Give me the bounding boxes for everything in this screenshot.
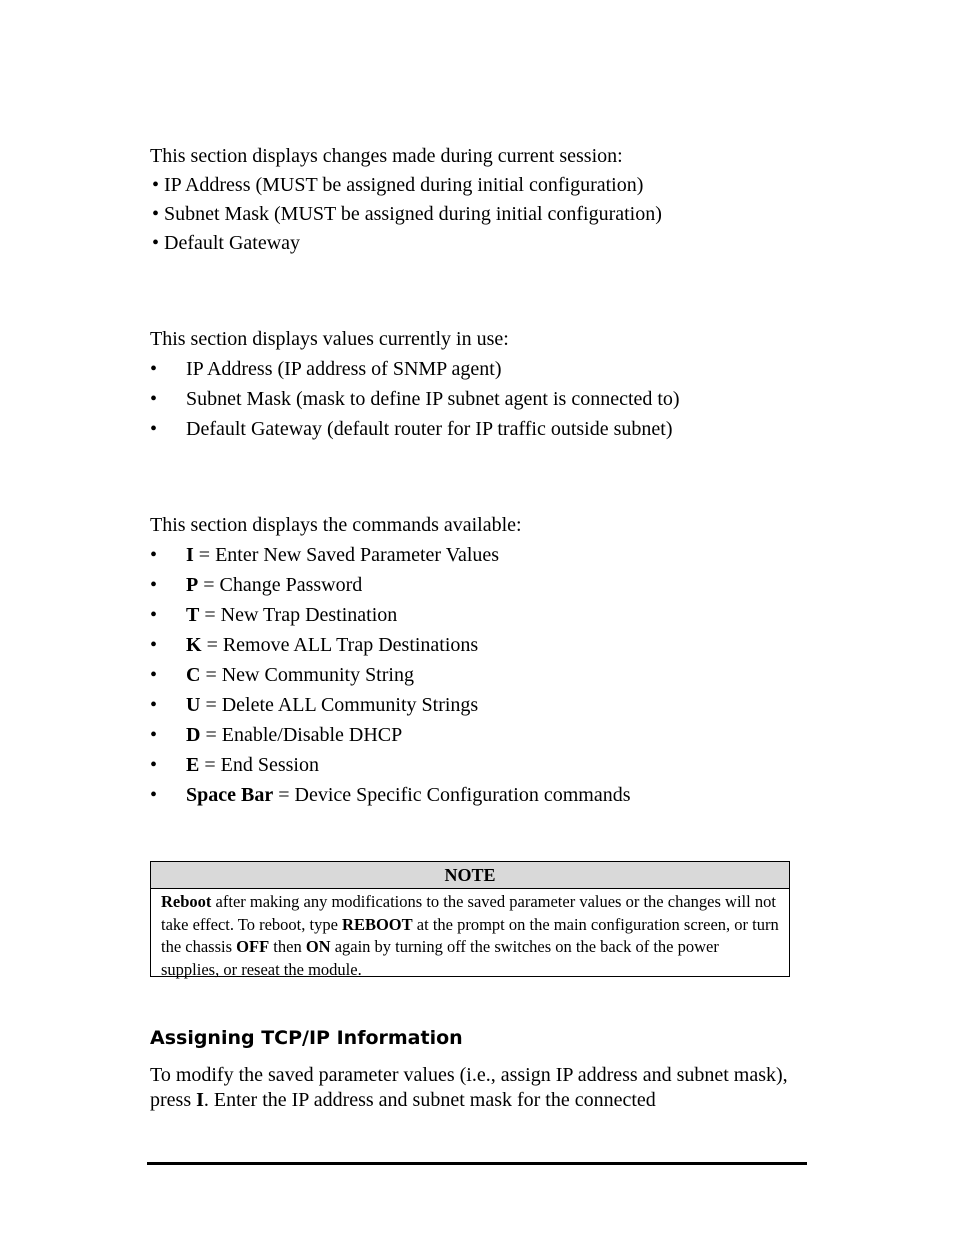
bullet-icon: •	[150, 358, 158, 380]
command-item	[150, 573, 631, 603]
bullet-icon: •	[150, 418, 158, 440]
command-key: K	[186, 634, 202, 656]
command-desc: = End Session	[199, 754, 319, 776]
current-values-list	[150, 357, 680, 447]
command-desc: = New Trap Destination	[199, 604, 398, 626]
bullet-icon: •	[150, 574, 158, 596]
command-key: I	[186, 544, 194, 566]
paragraph-text: To modify the saved parameter values (i.e., assign IP address and subnet mask), press	[150, 1064, 788, 1111]
command-item	[150, 783, 631, 813]
command-desc: = Device Specific Configuration commands	[273, 784, 631, 806]
current-session-list	[152, 173, 662, 260]
list-item: • Subnet Mask (MUST be assigned during initial configuration)	[152, 203, 662, 225]
note-title: NOTE	[151, 862, 789, 889]
command-item	[150, 663, 631, 693]
bullet-icon: •	[150, 544, 158, 566]
command-item	[150, 693, 631, 723]
command-item	[150, 633, 631, 663]
current-session-intro: This section displays changes made during current session:	[150, 145, 623, 167]
list-item-text: Default Gateway (default router for IP traffic outside subnet)	[186, 418, 673, 440]
list-item	[150, 357, 680, 387]
note-on-bold: ON	[305, 937, 331, 956]
command-key: C	[186, 664, 201, 686]
command-key: Space Bar	[186, 784, 274, 806]
note-box	[150, 861, 790, 977]
list-item-text: Subnet Mask (mask to define IP subnet agent is connected to)	[186, 388, 680, 410]
command-key: D	[186, 724, 201, 746]
bullet-icon: •	[150, 724, 158, 746]
command-key: T	[186, 604, 200, 626]
note-reboot-command: REBOOT	[342, 914, 413, 934]
command-key: U	[186, 694, 201, 716]
bullet-icon: •	[150, 388, 158, 410]
bullet-icon: •	[150, 604, 158, 626]
note-body	[151, 889, 789, 981]
note-reboot-bold: Reboot	[161, 892, 212, 911]
command-desc: = Enter New Saved Parameter Values	[193, 544, 500, 566]
bullet-icon: •	[150, 634, 158, 656]
command-item	[150, 753, 631, 783]
list-item: • Default Gateway	[152, 232, 301, 254]
section-paragraph	[150, 1063, 790, 1113]
command-key: P	[186, 574, 199, 596]
note-text: then	[269, 937, 306, 956]
command-key: E	[186, 754, 200, 776]
note-text: after making any modifications to the saved parameter values or the changes will not take effect. To reboot, type	[161, 892, 776, 934]
command-desc: = Enable/Disable DHCP	[200, 724, 403, 746]
bullet-icon: •	[150, 784, 158, 806]
list-item	[150, 417, 680, 447]
note-text: at the prompt on the main configuration screen, or turn the chassis	[161, 914, 779, 956]
command-item	[150, 543, 631, 573]
command-desc: = Delete ALL Community Strings	[200, 694, 479, 716]
paragraph-text: . Enter the IP address and subnet mask for the connected	[203, 1089, 656, 1111]
note-text: again by turning off the switches on the back of the power supplies, or reseat the module.	[161, 937, 719, 979]
list-item: • IP Address (MUST be assigned during initial configuration)	[152, 174, 644, 196]
section-heading: Assigning TCP/IP Information	[150, 1027, 463, 1049]
command-item	[150, 723, 631, 753]
paragraph-key: I	[196, 1089, 204, 1111]
command-desc: = Change Password	[198, 574, 363, 596]
bullet-icon: •	[150, 694, 158, 716]
current-values-intro: This section displays values currently in use:	[150, 328, 509, 350]
command-item	[150, 603, 631, 633]
list-item	[150, 387, 680, 417]
list-item-text: IP Address (IP address of SNMP agent)	[186, 358, 502, 380]
commands-list	[150, 543, 631, 813]
footer-divider	[147, 1162, 807, 1165]
note-off-bold: OFF	[236, 937, 270, 956]
command-desc: = New Community String	[200, 664, 414, 686]
bullet-icon: •	[150, 664, 158, 686]
commands-intro: This section displays the commands available:	[150, 514, 522, 536]
command-desc: = Remove ALL Trap Destinations	[201, 634, 479, 656]
bullet-icon: •	[150, 754, 158, 776]
